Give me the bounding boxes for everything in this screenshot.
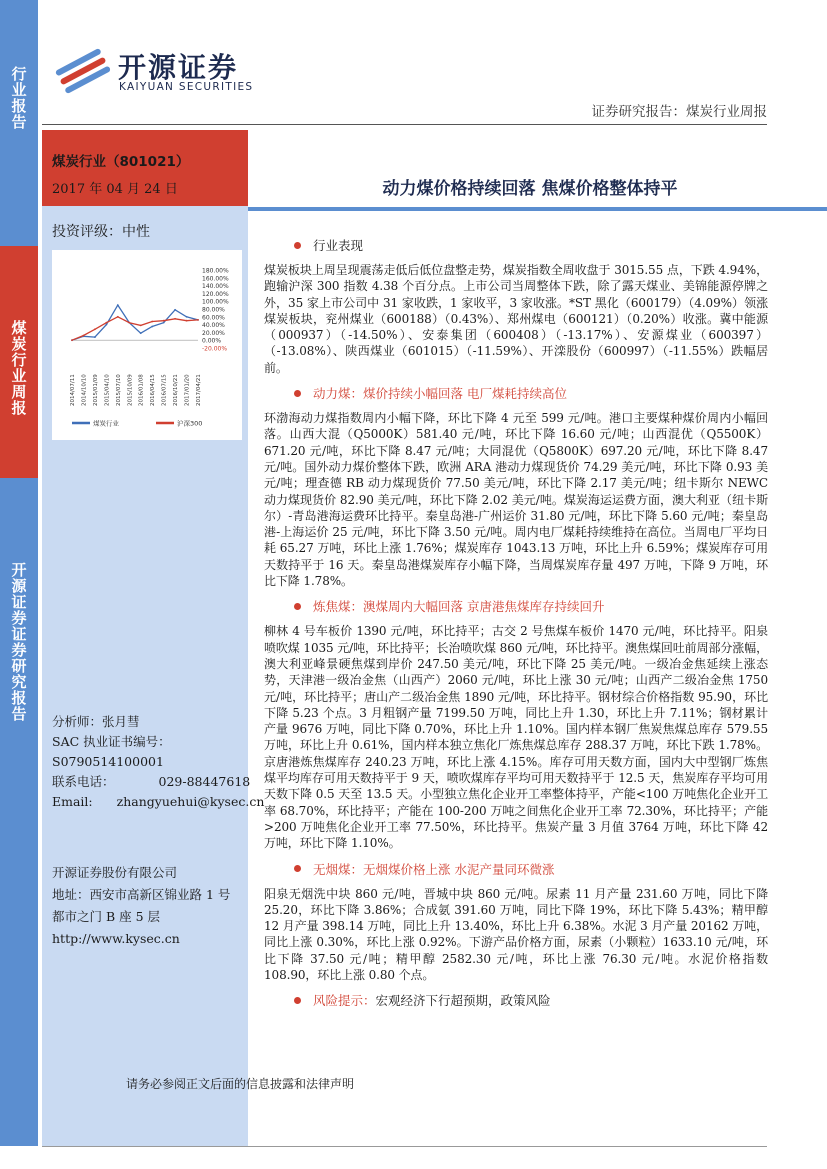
- x-tick-label: 2015/04/10: [104, 374, 111, 406]
- series-point: [94, 336, 96, 338]
- y-tick-label: 160.00%: [202, 275, 229, 283]
- y-tick-label: 60.00%: [202, 314, 225, 322]
- section-paragraph: 煤炭板块上周呈现震荡走低后低位盘整走势，煤炭指数全周收盘于 3015.55 点，下跌 4.94%，跑输沪深 300 指数 4.38 个百分点。上市公司当周整体下跌，除了露天煤业、美锦能源停牌之外，35 家上市公司中 31 家收跌，1 家收平，3 家收涨。*ST 黑化（600179）（4.09%）领涨煤炭板块，兖州煤业（600188）（0.43%）、郑州煤电（600121）（0.20%）收涨。冀中能源（000937）（-14.50%）、安泰集团（600408）（-13.17%）、安源煤业（600397）（-13.08%）、陕西煤业（601015）（-11.59%）、开滦股份（600997）（-11.55%）跌幅居前。: [264, 263, 768, 375]
- series-point: [128, 322, 130, 324]
- series-point: [163, 322, 165, 324]
- analyst-name: 分析师：张月彗: [52, 714, 140, 729]
- section-heading: [264, 384, 768, 402]
- series-point: [94, 328, 96, 330]
- section-paragraph: 环渤海动力煤指数周内小幅下降，环比下降 4 元至 599 元/吨。港口主要煤种煤价周内小幅回落。山西大混（Q5000K）581.40 元/吨，环比下降 16.60 元/吨；山西混优（Q5500K）671.20 元/吨，环比下降 8.47 元/吨；大同混优（Q5800K）697.20 元/吨，环比下降 8.47 元/吨。国外动力煤价整体下跌，欧洲 ARA 港动力煤现货价 74.29 美元/吨，环比下降 0.93 美元/吨；理查德 RB 动力煤现货价 77.50 美元/吨，环比下降 2.17 美元/吨；纽卡斯尔 NEWC 动力煤现货价 82.90 美元/吨，环比下降 2.02 美元/吨。煤炭海运运费方面，澳大利亚（纽卡斯尔）-青岛港海运费环比持平。秦皇岛港-广州运价 31.80 元/吨，环比下降 5.60 元/吨；秦皇岛港-上海运价 25 元/吨，环比下降 3.50 元/吨。周内电厂煤耗持续维持在高位。当周电厂平均日耗 65.27 万吨，环比上涨 1.76%；煤炭库存 1043.13 万吨，环比上升 6.59%；煤炭库存可用天数持平于 16 天。秦皇岛港煤炭库存小幅下降，当周煤炭库存量 497 万吨，下降 9 万吨，环比下降 1.78%。: [264, 411, 768, 589]
- x-tick-label: 2014/07/11: [70, 374, 76, 406]
- series-point: [151, 326, 153, 328]
- analyst-info: [52, 712, 265, 812]
- x-tick-label: 2017/01/20: [184, 374, 191, 406]
- cert-label: SAC 执业证书编号：: [52, 734, 171, 749]
- y-tick-label: 120.00%: [202, 290, 229, 298]
- brand-name-en: KAIYUAN SECURITIES: [119, 81, 254, 93]
- bullet-icon: [294, 865, 301, 872]
- sector-performance-chart: [52, 250, 242, 440]
- x-tick-label: 2015/10/09: [127, 374, 134, 406]
- series-point: [71, 339, 73, 341]
- section-coking-coal: [264, 597, 768, 851]
- report-type: 证券研究报告：煤炭行业周报: [591, 104, 767, 120]
- phone-row: [52, 772, 251, 792]
- section-heading: [264, 860, 768, 878]
- bullet-icon: [294, 242, 301, 249]
- section-label: 行业表现: [313, 238, 364, 253]
- x-tick-label: 2016/10/21: [173, 374, 180, 406]
- x-tick-label: 2015/01/09: [92, 374, 99, 406]
- section-thermal-coal: [264, 384, 768, 589]
- y-tick-label: -20.00%: [202, 345, 228, 353]
- kaiyuan-logo-icon: [52, 46, 114, 96]
- y-tick-label: 40.00%: [202, 322, 225, 330]
- phone-label: 联系电话：: [52, 774, 115, 789]
- company-info: [52, 862, 248, 950]
- section-label: 动力煤：煤价持续小幅回落 电厂煤耗持续高位: [313, 386, 567, 402]
- brand-name-cn: 开源证券: [118, 51, 239, 84]
- email-row: [52, 792, 265, 812]
- series-point: [151, 321, 153, 323]
- company-address-2: 都市之门 B 座 5 层: [52, 909, 161, 924]
- phone-number: 029-88447618: [158, 774, 251, 789]
- y-tick-label: 100.00%: [202, 298, 229, 306]
- series-point: [83, 335, 85, 337]
- series-point: [140, 324, 142, 326]
- series-point: [174, 309, 176, 311]
- series-point: [174, 318, 176, 320]
- company-url[interactable]: http://www.kysec.cn: [52, 931, 180, 946]
- legend-label: 煤炭行业: [93, 419, 119, 428]
- x-tick-label: 2017/04/21: [196, 374, 202, 406]
- series-point: [117, 316, 119, 318]
- side-tab-coal-weekly: 煤炭行业周报: [0, 246, 38, 478]
- section-anthracite: [264, 860, 768, 984]
- company-name: 开源证券股份有限公司: [52, 865, 178, 880]
- x-tick-label: 2016/01/08: [138, 374, 145, 406]
- x-tick-label: 2016/07/15: [161, 374, 168, 406]
- sector-box: [42, 130, 248, 206]
- series-point: [197, 319, 199, 321]
- title-divider: [248, 207, 827, 211]
- section-heading: [264, 597, 768, 615]
- x-tick-label: 2016/04/15: [150, 374, 157, 406]
- section-paragraph: 柳林 4 号车板价 1390 元/吨，环比持平；古交 2 号焦煤车板价 1470 元/吨，环比持平。阳泉喷吹煤 1035 元/吨，环比持平；长治喷吹煤 860 元/吨，环比持平。澳焦煤回吐前周部分涨幅，澳大利亚峰景硬焦煤到岸价 247.50 美元/吨，环比下降 25 美元/吨。一级冶金焦延续上涨态势，天津港一级冶金焦（山西产）2060 元/吨，环比上涨 30 元/吨；山西产二级冶金焦 1750 元/吨，环比持平；唐山产二级冶金焦 1890 元/吨，环比持平。钢材综合价格指数 95.90，环比下降 5.23 个点。3 月粗钢产量 7199.50 万吨，同比上升 1.30，环比上升 7.11%；钢材累计产量 9676 万吨，同比下降 0.70%，环比上升 1.10%。国内样本钢厂焦炭焦煤总库存 579.55 万吨，环比上升 0.61%，国内样本独立焦化厂炼焦煤总库存 288.37 万吨，环比下跌 1.78%。京唐港炼焦煤库存 240.23 万吨，环比上涨 4.15%。库存可用天数方面，国内大中型钢厂炼焦煤平均库存可用天数持平于 9 天，喷吹煤库存平均可用天数持平于 12.5 天，焦炭库存平均可用天数下降 0.5 天至 13.5 天。小型独立焦化企业开工率整体持平，产能<100 万吨焦化企业开工率 68.70%，环比持平；产能在 100-200 万吨之间焦化企业开工率 72.30%，环比持平；产能>200 万吨焦化企业开工率 77.50%，环比持平。焦炭产量 3 月值 3764 万吨，环比下降 42 万吨，环比下降 1.10%。: [264, 624, 768, 851]
- side-tab-research-report: 开源证券证券研究报告: [0, 478, 38, 1146]
- series-point: [186, 316, 188, 318]
- y-tick-label: 80.00%: [202, 306, 225, 314]
- series-point: [117, 304, 119, 306]
- series-point: [140, 332, 142, 334]
- section-risk: [264, 991, 768, 1009]
- side-tab-industry-report: 行业报告: [0, 0, 38, 246]
- y-tick-label: 20.00%: [202, 329, 225, 337]
- section-paragraph: 阳泉无烟洗中块 860 元/吨，晋城中块 860 元/吨。尿素 11 月产量 231.60 万吨，同比下降 25.20，环比下降 3.86%；合成氨 391.60 万吨，同比下降 19%，环比下降 5.43%；精甲醇 12 月产量 398.14 万吨，同比上升 13.40%，环比上升 6.38%。水泥 3 月产量 20162 万吨，同比上涨 0.30%，环比上涨 0.92%。下游产品价格方面，尿素（小颗粒）1633.10 元/吨，环比下降 37.50 元/吨；精甲醇 2582.30 元/吨，环比上涨 76.30 元/吨。水泥价格指数 108.90，环比上涨 0.80 个点。: [264, 886, 768, 982]
- report-body: [264, 236, 768, 1017]
- risk-text: 宏观经济下行超预期，政策风险: [375, 993, 551, 1009]
- footer-divider: [42, 1146, 767, 1147]
- investment-rating: 投资评级：中性: [52, 224, 150, 240]
- bullet-icon: [294, 997, 301, 1004]
- header-divider: [42, 124, 767, 125]
- cert-number: S0790514100001: [52, 754, 164, 769]
- y-tick-label: 140.00%: [202, 283, 229, 291]
- section-heading: [264, 991, 768, 1009]
- company-address-1: 地址：西安市高新区锦业路 1 号: [52, 887, 231, 902]
- bullet-icon: [294, 390, 301, 397]
- bullet-icon: [294, 603, 301, 610]
- y-tick-label: 180.00%: [202, 267, 229, 275]
- series-point: [186, 320, 188, 322]
- legend-label: 沪深300: [177, 419, 203, 428]
- section-label: 炼焦煤：澳煤周内大幅回落 京唐港焦煤库存持续回升: [313, 599, 605, 615]
- x-tick-label: 2015/07/10: [115, 374, 122, 406]
- email-label: Email:: [52, 794, 93, 809]
- y-tick-label: 0.00%: [202, 337, 222, 345]
- section-industry-performance: [264, 236, 768, 376]
- x-tick-label: 2014/10/10: [81, 374, 88, 406]
- section-label: 风险提示：: [313, 993, 376, 1009]
- section-heading: [264, 236, 768, 254]
- disclaimer-footer: 请务必参阅正文后面的信息披露和法律声明: [126, 1077, 355, 1091]
- series-point: [163, 320, 165, 322]
- series-point: [105, 322, 107, 324]
- section-label: 无烟煤：无烟煤价格上涨 水泥产量同环微涨: [313, 861, 555, 877]
- series-point: [105, 324, 107, 326]
- report-date: 2017 年 04 月 24 日: [52, 182, 178, 197]
- report-title: 动力煤价格持续回落 焦煤价格整体持平: [382, 179, 678, 199]
- email-address[interactable]: zhangyuehui@kysec.cn: [116, 794, 265, 809]
- sector-name: 煤炭行业（801021）: [52, 154, 190, 170]
